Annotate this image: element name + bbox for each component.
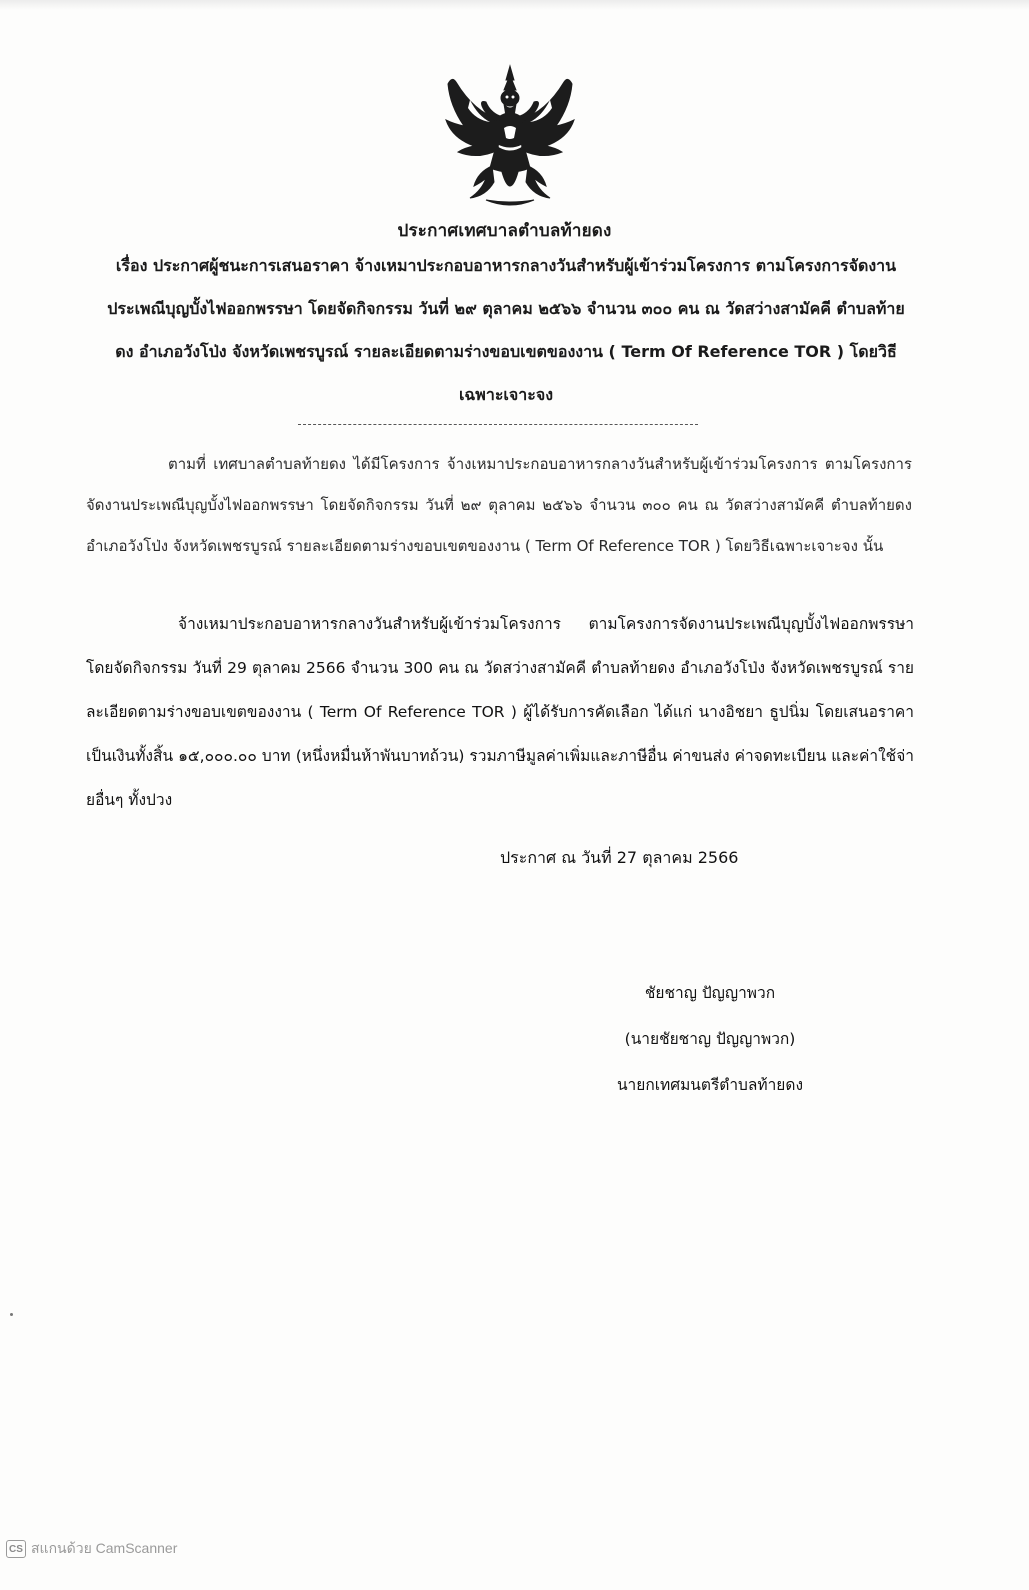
scan-edge (0, 0, 1029, 10)
garuda-emblem-icon (430, 60, 590, 210)
signer-name: (นายชัยชาญ ปัญญาพวก) (624, 1030, 796, 1048)
watermark-text: สแกนด้วย CamScanner (31, 1540, 178, 1556)
dashed-divider (298, 424, 698, 425)
document-title: ประกาศเทศบาลตำบลท้ายดง (397, 221, 612, 241)
body-paragraph-2: จ้างเหมาประกอบอาหารกลางวันสำหรับผู้เข้าร่วมโครงการ ตามโครงการจัดงานประเพณีบุญบั้งไฟออกพรรษา โดยจัดกิจกรรม วันที่ 29 ตุลาคม 2566 จำนวน 300 คน ณ วัดสว่างสามัคคี ตำบลท้ายดง อำเภอวังโป่ง จังหวัดเพชรบูรณ์ รายละเอียดตามร่างขอบเขตของงาน ( Term Of Reference TOR ) ผู้ได้รับการคัดเลือก ได้แก่ นางอิชยา ธูปนิ่ม โดยเสนอราคา เป็นเงินทั้งสิ้น ๑๕,๐๐๐.๐๐ บาท (หนึ่งหมื่นห้าพันบาทถ้วน) รวมภาษีมูลค่าเพิ่มและภาษีอื่น ค่าขนส่ง ค่าจดทะเบียน และค่าใช้จ่ายอื่นๆ ทั้งปวง (86, 615, 914, 809)
signature: ชัยชาญ ปัญญาพวก (644, 984, 776, 1002)
signer-position: นายกเทศมนตรีตำบลท้ายดง (616, 1076, 804, 1094)
announcement-date: ประกาศ ณ วันที่ 27 ตุลาคม 2566 (500, 848, 739, 867)
scanner-watermark (6, 1538, 177, 1560)
signature-block (560, 970, 860, 1108)
document-subject: เรื่อง ประกาศผู้ชนะการเสนอราคา จ้างเหมาประกอบอาหารกลางวันสำหรับผู้เข้าร่วมโครงการ ตามโครงการจัดงานประเพณีบุญบั้งไฟออกพรรษา โดยจัดกิจกรรม วันที่ ๒๙ ตุลาคม ๒๕๖๖ จำนวน ๓๐๐ คน ณ วัดสว่างสามัคคี ตำบลท้ายดง อำเภอวังโป่ง จังหวัดเพชรบูรณ์ รายละเอียดตามร่างขอบเขตของงาน ( Term Of Reference TOR ) โดยวิธีเฉพาะเจาะจง (107, 256, 905, 404)
body-paragraph-1: ตามที่ เทศบาลตำบลท้ายดง ได้มีโครงการ จ้างเหมาประกอบอาหารกลางวันสำหรับผู้เข้าร่วมโครงการ ตามโครงการจัดงานประเพณีบุญบั้งไฟออกพรรษา โดยจัดกิจกรรม วันที่ ๒๙ ตุลาคม ๒๕๖๖ จำนวน ๓๐๐ คน ณ วัดสว่างสามัคคี ตำบลท้ายดง อำเภอวังโป่ง จังหวัดเพชรบูรณ์ รายละเอียดตามร่างขอบเขตของงาน ( Term Of Reference TOR ) โดยวิธีเฉพาะเจาะจง นั้น (86, 455, 912, 555)
scan-speck (10, 1313, 13, 1316)
camscanner-logo-icon: CS (6, 1540, 26, 1558)
